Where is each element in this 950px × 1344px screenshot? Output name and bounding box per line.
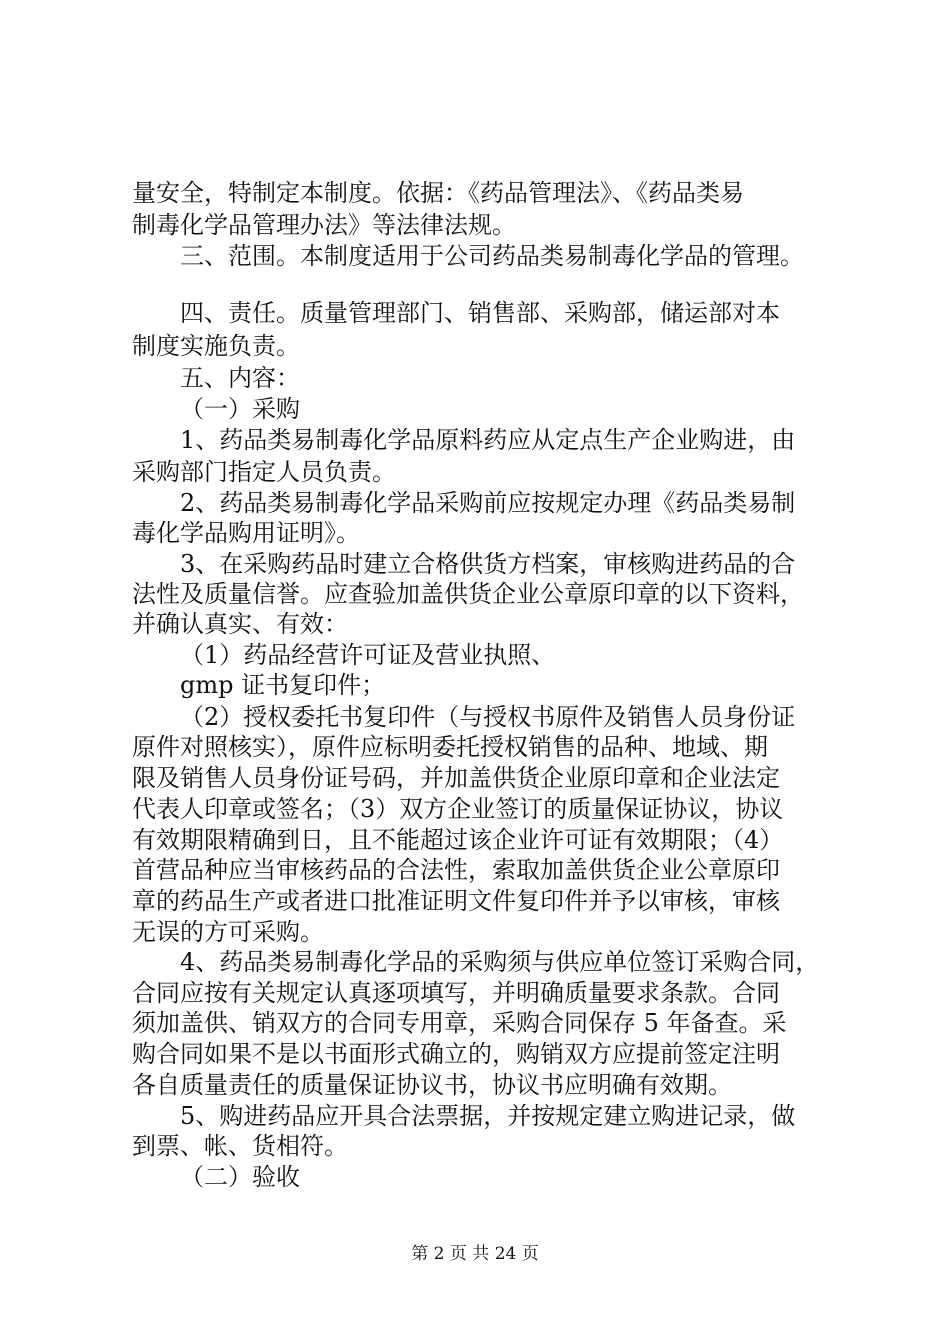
text-line: 4、药品类易制毒化学品的采购须与供应单位签订采购合同， [180,948,820,976]
text-line: 四、责任。质量管理部门、销售部、采购部，储运部对本 [180,299,780,327]
text-line: 5、购进药品应开具合法票据，并按规定建立购进记录，做 [180,1102,796,1130]
text-line: 有效期限精确到日，且不能超过该企业许可证有效期限；（4） [132,826,784,854]
text-line: 法性及质量信誉。应查验加盖供货企业公章原印章的以下资料， [132,580,804,608]
text-line: 限及销售人员身份证号码，并加盖供货企业原印章和企业法定 [132,764,780,792]
text-line: 须加盖供、销双方的合同专用章，采购合同保存 5 年备查。采 [132,1009,787,1037]
text-line: 原件对照核实），原件应标明委托授权销售的品种、地域、期 [132,733,768,761]
text-line: 采购部门指定人员负责。 [132,458,396,486]
text-line: 代表人印章或签名；（3）双方企业签订的质量保证协议，协议 [132,795,784,823]
text-line: 制度实施负责。 [132,332,300,360]
section-heading: （二）验收 [180,1163,300,1191]
text-line: 购合同如果不是以书面形式确立的，购销双方应提前签定注明 [132,1040,780,1068]
text-line: gmp 证书复印件； [180,671,386,699]
text-line: （2）授权委托书复印件（与授权书原件及销售人员身份证 [180,703,796,731]
text-line: 合同应按有关规定认真逐项填写，并明确质量要求条款。合同 [132,979,780,1007]
page-number-footer: 第 2 页 共 24 页 [411,1244,539,1264]
text-line: 各自质量责任的质量保证协议书，协议书应明确有效期。 [132,1071,732,1099]
text-line: 章的药品生产或者进口批准证明文件复印件并予以审核，审核 [132,887,780,915]
text-line: 3、在采购药品时建立合格供货方档案，审核购进药品的合 [180,550,796,578]
text-line: 无误的方可采购。 [132,918,324,946]
text-line: 1、药品类易制毒化学品原料药应从定点生产企业购进，由 [180,426,796,454]
text-line: 五、内容： [180,364,300,392]
text-line: 三、范围。本制度适用于公司药品类易制毒化学品的管理。 [180,242,804,270]
text-line: 量安全，特制定本制度。依据：《药品管理法》、《药品类易 [132,179,744,207]
text-line: 并确认真实、有效： [132,610,348,638]
section-heading: （一）采购 [180,395,300,423]
text-line: 到票、帐、货相符。 [132,1132,348,1160]
text-line: （1）药品经营许可证及营业执照、 [180,641,556,669]
text-line: 首营品种应当审核药品的合法性，索取加盖供货企业公章原印 [132,856,780,884]
text-line: 毒化学品购用证明》。 [132,519,360,547]
text-line: 2、药品类易制毒化学品采购前应按规定办理《药品类易制 [180,489,796,517]
text-line: 制毒化学品管理办法》等法律法规。 [132,211,516,239]
